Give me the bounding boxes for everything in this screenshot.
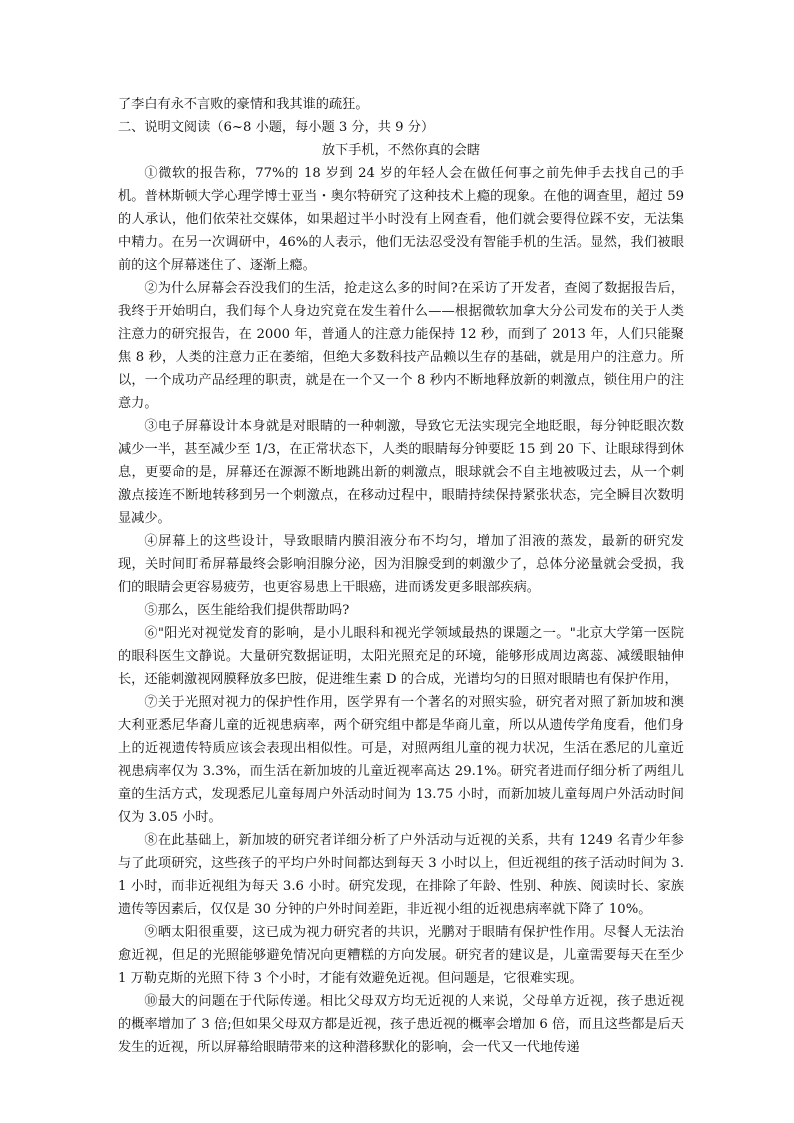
paragraph-3: ③电子屏幕设计本身就是对眼睛的一种刺激，导致它无法实现完全地眨眼，每分钟眨眼次数减少一半，甚至减少至 1/3，在正常状态下，人类的眼睛每分钟要眨 15 到 20 下、让眼球得到休息，更要命的是，屏幕还在源源不断地跳出新的刺激点，眼球就会不自主地被吸过去，从一个刺激点接连不断地转移到另一个刺激点，在移动过程中，眼睛持续保持紧张状态，完全瞬目次数明显减少。	[118, 419, 684, 526]
paragraph-9: ⑨晒太阳很重要，这已成为视力研究者的共识，光鹏对于眼睛有保护性作用。尽餐人无法治愈近视，但足的光照能够避免情况向更糟糕的方向发展。研究者的建议是，儿童需要每天在至少 1 万勒克斯的光照下待 3 个小时，才能有效避免近视。但问题是，它很难实现。	[118, 925, 684, 986]
paragraph-10: ⑩最大的问题在于代际传递。相比父母双方均无近视的人来说，父母单方近视，孩子患近视的概率增加了 3 倍;但如果父母双方都是近视，孩子患近视的概率会增加 6 倍，而且这些都是后天发生的近视，所以屏幕给眼睛带来的这种潜移默化的影响，会一代又一代地传递	[118, 994, 684, 1055]
paragraph-7: ⑦关于光照对视力的保护性作用，医学界有一个著名的对照实验，研究者对照了新加坡和澳大利亚悉尼华裔儿童的近视患病率，两个研究组中都是华商儿童，所以从遗传学角度看，他们身上的近视遗传特质应该会表现出相似性。可是，对照两组儿童的视力状况，生活在悉尼的儿童近视患病率仅为 3.3%，而生活在新加坡的儿童近视率高达 29.1%。研究者进而仔细分析了两组儿童的生活方式，发现悉尼儿童每周户外活动时间为 13.75 小时，而新加坡儿童每周户外活动时间仅为 3.05 小时。	[118, 695, 684, 825]
paragraph-8: ⑧在此基础上，新加坡的研究者详细分析了户外活动与近视的关系，共有 1249 名青少年参与了此项研究，这些孩子的平均户外时间都达到每天 3 小时以上，但近视组的孩子活动时间为 3.1 小时，而非近视组为每天 3.6 小时。研究发现，在排除了年龄、性别、种族、阅读时长、家族遗传等因素后，仅仅是 30 分钟的户外时间差距，非近视小组的近视患病率就下降了 10%。	[118, 833, 684, 917]
section-heading: 二、说明文阅读（6~8 小题，每小题 3 分，共 9 分）	[118, 120, 435, 135]
paragraph-1: ①微软的报告称，77%的 18 岁到 24 岁的年轻人会在做任何事之前先伸手去找自己的手机。普林斯顿大学心理学博士亚当・奥尔特研究了这种技术上瘾的现象。在他的调查里，超过 59 的人承认，他们依荣社交媒体，如果超过半小时没有上网查看，他们就会要得位踩不安，无法集中精力。在另一次调研中，46%的人表示，他们无法忍受没有智能手机的生活。显然，我们被眼前的这个屏幕迷住了、逐渐上瘾。	[118, 166, 684, 273]
document-page	[118, 93, 684, 1059]
article-title: 放下手机，不然你真的会瞎	[321, 143, 481, 158]
paragraph-5: ⑤那么，医生能给我们提供帮助吗?	[144, 603, 350, 618]
paragraph-4: ④屏幕上的这些设计，导致眼睛内膜泪液分布不均匀，增加了泪液的蒸发，最新的研究发现，关时间盯希屏幕最终会影响泪腺分泌，因为泪腺受到的刺激少了，总体分泌量就会受损，我们的眼睛会更容易疲劳，也更容易患上干眼癌，进而诱发更多眼部疾病。	[118, 534, 684, 595]
paragraph-2: ②为什么屏幕会吞没我们的生活，抢走这么多的时间?在采访了开发者，查阅了数据报告后，我终于开始明白，我们每个人身边究竟在发生着什么——根据微软加拿大分公司发布的关于人类注意力的研究报告，在 2000 年，普通人的注意力能保持 12 秒，而到了 2013 年，人们只能聚焦 8 秒，人类的注意力正在萎缩，但绝大多数科技产品赖以生存的基础，就是用户的注意力。所以，一个成功产品经理的职责，就是在一个又一个 8 秒内不断地释放新的刺激点，锁住用户的注意力。	[118, 281, 684, 411]
continued-line: 了李白有永不言败的豪情和我其谁的疏狂。	[118, 97, 369, 112]
paragraph-6: ⑥"阳光对视觉发育的影响，是小儿眼科和视光学领域最热的课题之一。"北京大学第一医院的眼科医生文静说。大量研究数据证明，太阳光照充足的环境，能够形成周边离蕊、减缓眼轴伸长，还能刺激视网膜释放多巴胺，促进维生素 D 的合成，光谱均匀的日照对眼睛也有保护作用，	[118, 626, 684, 687]
